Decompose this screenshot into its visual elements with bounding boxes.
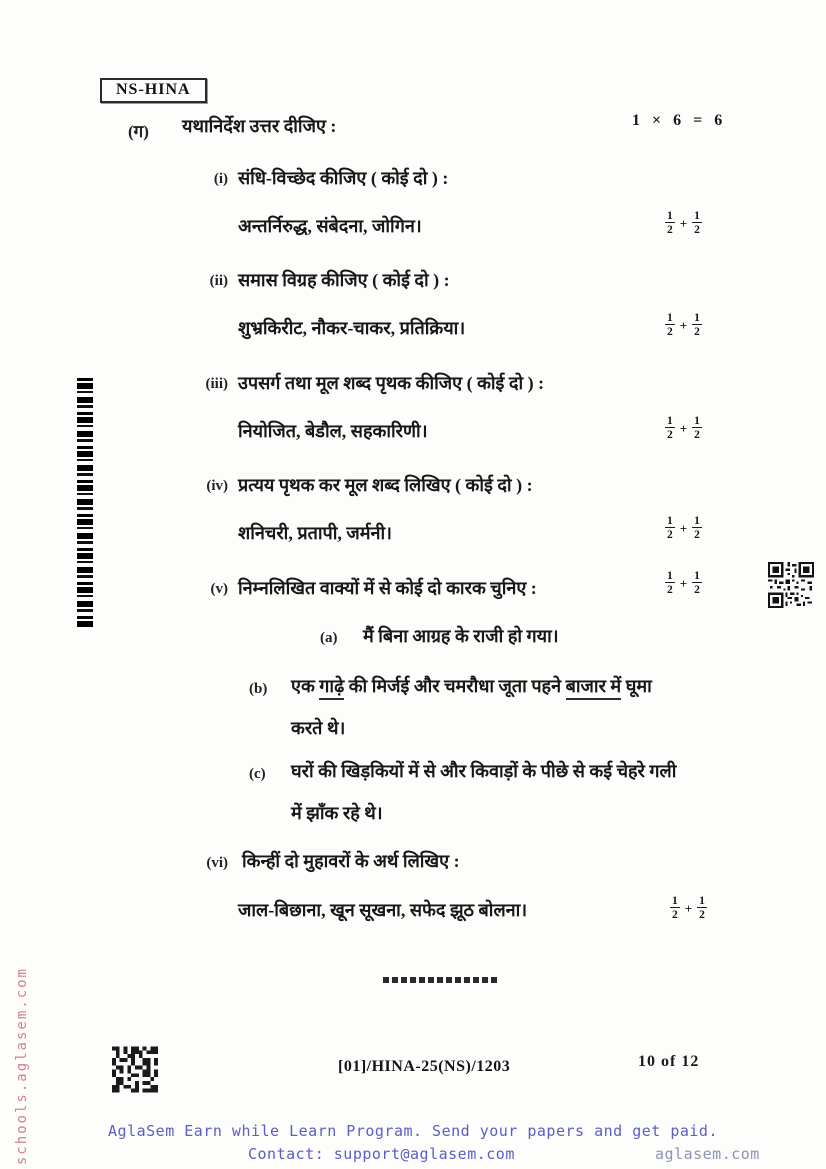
question-v-prompt: निम्नलिखित वाक्यों में से कोई दो कारक चुनिए : xyxy=(238,578,537,598)
section-end-divider xyxy=(383,977,499,983)
question-i-words: अन्तर्निरुद्ध, संबेदना, जोगिन। xyxy=(238,216,422,236)
question-iv-label: (iv) xyxy=(206,478,228,494)
question-vi-label: (vi) xyxy=(206,855,228,871)
sub-b-seg3: घूमा xyxy=(621,676,652,696)
sub-a-text: मैं बिना आग्रह के राजी हो गया। xyxy=(363,626,559,646)
question-iii-prompt: उपसर्ग तथा मूल शब्द पृथक कीजिए ( कोई दो ) : xyxy=(238,373,545,393)
sub-b-text-line1 xyxy=(291,674,652,698)
datamatrix-code-icon xyxy=(112,1046,158,1093)
sub-a-label: (a) xyxy=(320,630,338,646)
watermark-left: schools.aglasem.com xyxy=(14,966,30,1165)
underlined-word: बाजार में xyxy=(566,676,622,700)
question-iv-prompt: प्रत्यय पृथक कर मूल शब्द लिखिए ( कोई दो ) : xyxy=(238,475,533,495)
site-link[interactable]: aglasem.com xyxy=(655,1145,760,1163)
marks-fraction: $\frac{1}{2}$ + $\frac{1}{2}$ xyxy=(667,570,700,597)
question-iii-words: नियोजित, बेडौल, सहकारिणी। xyxy=(238,421,428,441)
marks-fraction: $\frac{1}{2}$ + $\frac{1}{2}$ xyxy=(667,312,700,339)
marks-fraction: $\frac{1}{2}$ + $\frac{1}{2}$ xyxy=(667,210,700,237)
question-ii-words: शुभ्रकिरीट, नौकर-चाकर, प्रतिक्रिया। xyxy=(238,318,466,338)
sub-c-text-line2: में झाँक रहे थे। xyxy=(291,803,383,823)
question-v-label: (v) xyxy=(210,581,228,597)
underlined-word: गाढ़े xyxy=(319,676,344,700)
paper-code-box: NS-HINA xyxy=(100,78,207,103)
sub-c-label: (c) xyxy=(249,766,266,782)
marks-fraction: $\frac{1}{2}$ + $\frac{1}{2}$ xyxy=(667,415,700,442)
question-i-prompt: संधि-विच्छेद कीजिए ( कोई दो ) : xyxy=(238,168,449,188)
sub-b-seg2: की मिर्जई और चमरौधा जूता पहने xyxy=(344,676,566,696)
marks-fraction: $\frac{1}{2}$ + $\frac{1}{2}$ xyxy=(667,515,700,542)
question-i-label: (i) xyxy=(213,171,228,187)
sub-b-label: (b) xyxy=(249,681,268,697)
section-label: (ग) xyxy=(128,122,149,141)
marks-fraction: $\frac{1}{2}$ + $\frac{1}{2}$ xyxy=(672,895,705,922)
question-vi-prompt: किन्हीं दो मुहावरों के अर्थ लिखिए : xyxy=(242,851,460,871)
section-marks: 1 × 6 = 6 xyxy=(632,112,724,129)
paper-footer-code: [01]/HINA-25(NS)/1203 xyxy=(338,1058,511,1075)
sub-b-seg1: एक xyxy=(291,676,320,696)
section-instruction: यथानिर्देश उत्तर दीजिए : xyxy=(182,116,337,136)
sub-b-text-line2: करते थे। xyxy=(291,718,346,738)
question-ii-prompt: समास विग्रह कीजिए ( कोई दो ) : xyxy=(238,270,450,290)
sub-c-text-line1: घरों की खिड़कियों में से और किवाड़ों के पीछे से कई चेहरे गली xyxy=(291,761,677,781)
question-iv-words: शनिचरी, प्रतापी, जर्मनी। xyxy=(238,523,392,543)
page-number: 10 of 12 xyxy=(638,1053,700,1070)
barcode-icon xyxy=(77,378,93,627)
question-ii-label: (ii) xyxy=(209,273,228,289)
question-vi-words: जाल-बिछाना, खून सूखना, सफेद झूठ बोलना। xyxy=(238,900,528,920)
contact-line: Contact: support@aglasem.com xyxy=(248,1145,515,1163)
promo-line: AglaSem Earn while Learn Program. Send your papers and get paid. xyxy=(108,1122,718,1140)
qr-code-icon xyxy=(768,562,814,608)
question-iii-label: (iii) xyxy=(205,376,228,392)
